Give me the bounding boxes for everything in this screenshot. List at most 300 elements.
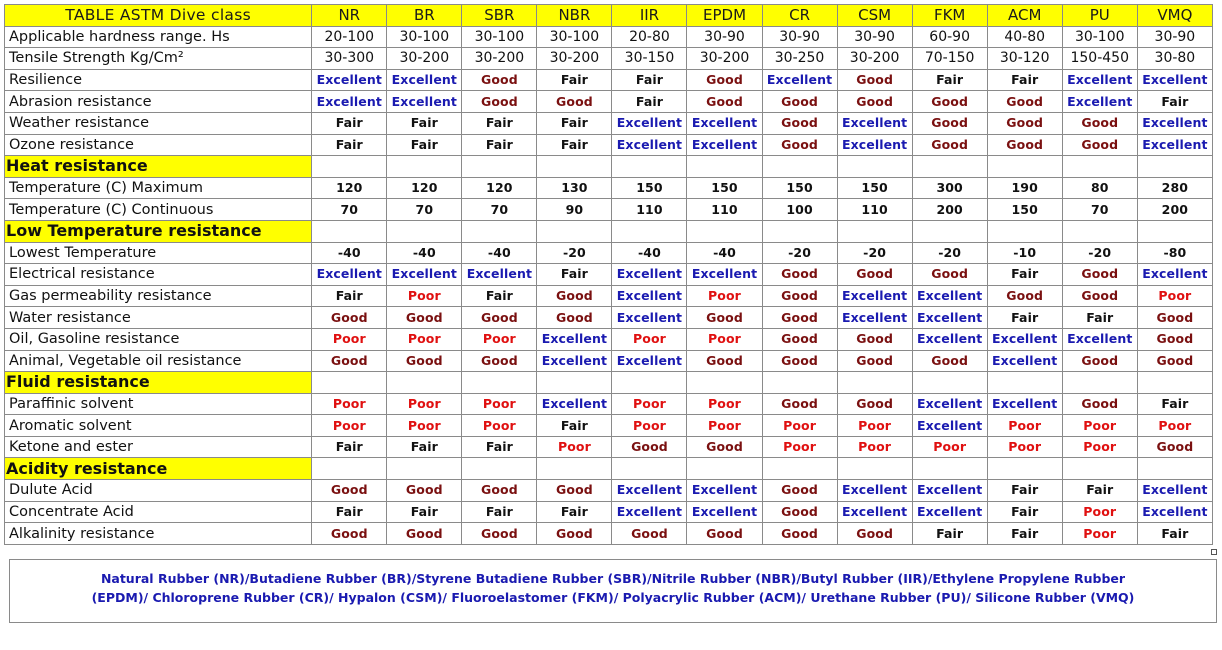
table-row bbox=[5, 523, 1213, 545]
empty-cell bbox=[387, 220, 462, 242]
empty-cell bbox=[462, 156, 537, 178]
rating-cell: Good bbox=[837, 264, 912, 286]
section-row bbox=[5, 156, 1213, 178]
rating-cell: Fair bbox=[1137, 393, 1212, 415]
row-label: Dulute Acid bbox=[5, 480, 312, 502]
rating-cell: Fair bbox=[912, 523, 987, 545]
rating-cell: Good bbox=[1062, 350, 1137, 372]
value-cell: 30-200 bbox=[687, 48, 762, 70]
rating-cell: Good bbox=[912, 134, 987, 156]
rating-cell: Fair bbox=[312, 112, 387, 134]
rating-cell: Good bbox=[687, 307, 762, 329]
rating-cell: Good bbox=[1137, 328, 1212, 350]
rating-cell: Good bbox=[687, 436, 762, 458]
value-cell: 30-100 bbox=[1062, 26, 1137, 48]
empty-cell bbox=[987, 372, 1062, 394]
rating-cell: Good bbox=[312, 350, 387, 372]
rating-cell: Good bbox=[912, 112, 987, 134]
rating-cell: Excellent bbox=[912, 393, 987, 415]
row-label: Animal, Vegetable oil resistance bbox=[5, 350, 312, 372]
empty-cell bbox=[312, 458, 387, 480]
legend-line-2: (EPDM)/ Chloroprene Rubber (CR)/ Hypalon (CSM)/ Fluoroelastomer (FKM)/ Polyacrylic Rubber (ACM)/ Urethane Rubber (PU)/ Silicone Rubber (VMQ) bbox=[91, 590, 1135, 605]
rating-cell: Excellent bbox=[687, 134, 762, 156]
rating-cell: Good bbox=[1062, 393, 1137, 415]
rating-cell: Excellent bbox=[387, 264, 462, 286]
rating-cell: Good bbox=[1062, 112, 1137, 134]
rating-cell: Poor bbox=[987, 436, 1062, 458]
rating-cell: Fair bbox=[987, 307, 1062, 329]
empty-cell bbox=[462, 458, 537, 480]
value-cell: 70 bbox=[462, 199, 537, 221]
rating-cell: Good bbox=[837, 523, 912, 545]
empty-cell bbox=[1062, 372, 1137, 394]
value-cell: 150 bbox=[987, 199, 1062, 221]
rating-cell: Good bbox=[387, 350, 462, 372]
rating-cell: Fair bbox=[462, 285, 537, 307]
rating-cell: Fair bbox=[1062, 307, 1137, 329]
row-label: Tensile Strength Kg/Cm² bbox=[5, 48, 312, 70]
empty-cell bbox=[837, 458, 912, 480]
rating-cell: Poor bbox=[912, 436, 987, 458]
rating-cell: Poor bbox=[687, 285, 762, 307]
value-cell: -80 bbox=[1137, 242, 1212, 264]
rating-cell: Fair bbox=[537, 112, 612, 134]
value-cell: 200 bbox=[1137, 199, 1212, 221]
empty-cell bbox=[612, 156, 687, 178]
value-cell: -20 bbox=[1062, 242, 1137, 264]
rating-cell: Poor bbox=[687, 415, 762, 437]
value-cell: 150-450 bbox=[1062, 48, 1137, 70]
table-title: TABLE ASTM Dive class bbox=[5, 5, 312, 27]
empty-cell bbox=[312, 156, 387, 178]
value-cell: -40 bbox=[312, 242, 387, 264]
empty-cell bbox=[687, 156, 762, 178]
rating-cell: Excellent bbox=[987, 328, 1062, 350]
rating-cell: Excellent bbox=[612, 264, 687, 286]
rating-cell: Excellent bbox=[612, 307, 687, 329]
table-row bbox=[5, 307, 1213, 329]
rating-cell: Excellent bbox=[1137, 112, 1212, 134]
rating-cell: Excellent bbox=[837, 480, 912, 502]
rating-cell: Excellent bbox=[837, 134, 912, 156]
value-cell: 30-90 bbox=[837, 26, 912, 48]
value-cell: -20 bbox=[762, 242, 837, 264]
empty-cell bbox=[762, 458, 837, 480]
table-row bbox=[5, 393, 1213, 415]
value-cell: 120 bbox=[312, 177, 387, 199]
rating-cell: Good bbox=[462, 350, 537, 372]
empty-cell bbox=[687, 372, 762, 394]
empty-cell bbox=[1062, 458, 1137, 480]
rating-cell: Good bbox=[612, 523, 687, 545]
value-cell: 190 bbox=[987, 177, 1062, 199]
rating-cell: Fair bbox=[462, 501, 537, 523]
rating-cell: Good bbox=[762, 328, 837, 350]
column-header: EPDM bbox=[687, 5, 762, 27]
empty-cell bbox=[312, 372, 387, 394]
row-label: Concentrate Acid bbox=[5, 501, 312, 523]
rating-cell: Good bbox=[987, 112, 1062, 134]
table-row bbox=[5, 112, 1213, 134]
rating-cell: Good bbox=[537, 480, 612, 502]
rating-cell: Poor bbox=[612, 328, 687, 350]
empty-cell bbox=[987, 156, 1062, 178]
rating-cell: Good bbox=[837, 69, 912, 91]
row-label: Aromatic solvent bbox=[5, 415, 312, 437]
empty-cell bbox=[1137, 372, 1212, 394]
row-label: Oil, Gasoline resistance bbox=[5, 328, 312, 350]
rating-cell: Good bbox=[762, 523, 837, 545]
rating-cell: Fair bbox=[987, 523, 1062, 545]
rating-cell: Excellent bbox=[837, 501, 912, 523]
section-row bbox=[5, 458, 1213, 480]
rating-cell: Fair bbox=[462, 112, 537, 134]
rating-cell: Good bbox=[837, 328, 912, 350]
rating-cell: Fair bbox=[612, 91, 687, 113]
rating-cell: Excellent bbox=[537, 350, 612, 372]
rating-cell: Excellent bbox=[612, 285, 687, 307]
value-cell: 200 bbox=[912, 199, 987, 221]
rating-cell: Good bbox=[537, 307, 612, 329]
rating-cell: Fair bbox=[387, 112, 462, 134]
rating-cell: Poor bbox=[312, 415, 387, 437]
table-row bbox=[5, 264, 1213, 286]
legend-line-1: Natural Rubber (NR)/Butadiene Rubber (BR)/Styrene Butadiene Rubber (SBR)/Nitrile Rubber (NBR)/Butyl Rubber (IIR)/Ethylene Propylene Rubber bbox=[100, 571, 1126, 586]
value-cell: -20 bbox=[537, 242, 612, 264]
value-cell: 150 bbox=[687, 177, 762, 199]
empty-cell bbox=[312, 220, 387, 242]
table-row bbox=[5, 480, 1213, 502]
row-label: Weather resistance bbox=[5, 112, 312, 134]
rating-cell: Fair bbox=[537, 134, 612, 156]
value-cell: 120 bbox=[387, 177, 462, 199]
empty-cell bbox=[387, 372, 462, 394]
rating-cell: Good bbox=[312, 480, 387, 502]
rating-cell: Poor bbox=[1062, 436, 1137, 458]
rating-cell: Good bbox=[462, 523, 537, 545]
table-row bbox=[5, 242, 1213, 264]
value-cell: 30-250 bbox=[762, 48, 837, 70]
rating-cell: Good bbox=[312, 307, 387, 329]
value-cell: 110 bbox=[612, 199, 687, 221]
rating-cell: Excellent bbox=[687, 501, 762, 523]
rating-cell: Excellent bbox=[987, 350, 1062, 372]
rating-cell: Good bbox=[537, 91, 612, 113]
rating-cell: Poor bbox=[762, 415, 837, 437]
value-cell: 30-300 bbox=[312, 48, 387, 70]
rating-cell: Poor bbox=[837, 415, 912, 437]
rating-cell: Good bbox=[462, 91, 537, 113]
rating-cell: Good bbox=[762, 307, 837, 329]
column-header: VMQ bbox=[1137, 5, 1212, 27]
empty-cell bbox=[687, 220, 762, 242]
value-cell: -20 bbox=[912, 242, 987, 264]
rating-cell: Excellent bbox=[912, 328, 987, 350]
rating-cell: Excellent bbox=[1137, 134, 1212, 156]
rating-cell: Good bbox=[912, 264, 987, 286]
header-row bbox=[5, 5, 1213, 27]
row-label: Applicable hardness range. Hs bbox=[5, 26, 312, 48]
value-cell: 20-80 bbox=[612, 26, 687, 48]
rating-cell: Good bbox=[837, 393, 912, 415]
section-heading: Fluid resistance bbox=[5, 372, 312, 394]
rating-cell: Good bbox=[537, 285, 612, 307]
value-cell: 300 bbox=[912, 177, 987, 199]
section-heading: Heat resistance bbox=[5, 156, 312, 178]
value-cell: 90 bbox=[537, 199, 612, 221]
column-header: IIR bbox=[612, 5, 687, 27]
rating-cell: Poor bbox=[687, 393, 762, 415]
value-cell: 40-80 bbox=[987, 26, 1062, 48]
rating-cell: Fair bbox=[987, 480, 1062, 502]
empty-cell bbox=[762, 372, 837, 394]
table-body bbox=[5, 5, 1213, 545]
rating-cell: Excellent bbox=[1062, 91, 1137, 113]
rating-cell: Excellent bbox=[537, 393, 612, 415]
value-cell: 30-200 bbox=[537, 48, 612, 70]
rating-cell: Excellent bbox=[837, 285, 912, 307]
rating-cell: Good bbox=[1137, 307, 1212, 329]
value-cell: 30-200 bbox=[837, 48, 912, 70]
empty-cell bbox=[912, 220, 987, 242]
rating-cell: Poor bbox=[1062, 415, 1137, 437]
table-row bbox=[5, 350, 1213, 372]
column-header: CR bbox=[762, 5, 837, 27]
rating-cell: Fair bbox=[1137, 523, 1212, 545]
value-cell: 30-150 bbox=[612, 48, 687, 70]
value-cell: 110 bbox=[837, 199, 912, 221]
empty-cell bbox=[462, 220, 537, 242]
rating-cell: Good bbox=[687, 350, 762, 372]
value-cell: 30-100 bbox=[462, 26, 537, 48]
value-cell: 80 bbox=[1062, 177, 1137, 199]
value-cell: 280 bbox=[1137, 177, 1212, 199]
empty-cell bbox=[1137, 220, 1212, 242]
abbreviation-legend bbox=[9, 559, 1217, 623]
rating-cell: Excellent bbox=[462, 264, 537, 286]
column-header: ACM bbox=[987, 5, 1062, 27]
rating-cell: Poor bbox=[837, 436, 912, 458]
rating-cell: Poor bbox=[387, 328, 462, 350]
rating-cell: Fair bbox=[462, 436, 537, 458]
row-label: Temperature (C) Maximum bbox=[5, 177, 312, 199]
rating-cell: Good bbox=[1137, 350, 1212, 372]
rating-cell: Good bbox=[387, 480, 462, 502]
rating-cell: Excellent bbox=[912, 480, 987, 502]
value-cell: 30-200 bbox=[387, 48, 462, 70]
column-header: PU bbox=[1062, 5, 1137, 27]
value-cell: 130 bbox=[537, 177, 612, 199]
rating-cell: Excellent bbox=[537, 328, 612, 350]
rating-cell: Excellent bbox=[762, 69, 837, 91]
rating-cell: Fair bbox=[537, 415, 612, 437]
value-cell: -10 bbox=[987, 242, 1062, 264]
value-cell: 30-80 bbox=[1137, 48, 1212, 70]
table-row bbox=[5, 134, 1213, 156]
row-label: Alkalinity resistance bbox=[5, 523, 312, 545]
value-cell: 150 bbox=[837, 177, 912, 199]
value-cell: 30-90 bbox=[1137, 26, 1212, 48]
empty-cell bbox=[912, 156, 987, 178]
empty-cell bbox=[1137, 458, 1212, 480]
column-header: NBR bbox=[537, 5, 612, 27]
value-cell: -40 bbox=[387, 242, 462, 264]
rating-cell: Excellent bbox=[612, 134, 687, 156]
empty-cell bbox=[612, 220, 687, 242]
empty-cell bbox=[537, 156, 612, 178]
empty-cell bbox=[537, 458, 612, 480]
value-cell: 150 bbox=[762, 177, 837, 199]
rating-cell: Excellent bbox=[912, 307, 987, 329]
rating-cell: Good bbox=[1062, 285, 1137, 307]
rating-cell: Fair bbox=[537, 264, 612, 286]
empty-cell bbox=[987, 458, 1062, 480]
rating-cell: Excellent bbox=[612, 480, 687, 502]
rating-cell: Poor bbox=[312, 328, 387, 350]
table-row bbox=[5, 199, 1213, 221]
rating-cell: Good bbox=[462, 480, 537, 502]
value-cell: 150 bbox=[612, 177, 687, 199]
rating-cell: Excellent bbox=[612, 501, 687, 523]
rating-cell: Excellent bbox=[387, 91, 462, 113]
rating-cell: Excellent bbox=[312, 69, 387, 91]
value-cell: 110 bbox=[687, 199, 762, 221]
rating-cell: Excellent bbox=[1062, 69, 1137, 91]
table-row bbox=[5, 177, 1213, 199]
section-row bbox=[5, 220, 1213, 242]
rating-cell: Fair bbox=[312, 285, 387, 307]
table-row bbox=[5, 69, 1213, 91]
rating-cell: Excellent bbox=[687, 480, 762, 502]
rating-cell: Good bbox=[687, 523, 762, 545]
value-cell: -40 bbox=[462, 242, 537, 264]
value-cell: 70 bbox=[387, 199, 462, 221]
rating-cell: Good bbox=[987, 134, 1062, 156]
rating-cell: Excellent bbox=[687, 112, 762, 134]
empty-cell bbox=[912, 372, 987, 394]
rating-cell: Poor bbox=[387, 285, 462, 307]
rating-cell: Poor bbox=[387, 393, 462, 415]
rating-cell: Good bbox=[762, 501, 837, 523]
row-label: Gas permeability resistance bbox=[5, 285, 312, 307]
rating-cell: Excellent bbox=[1137, 264, 1212, 286]
rating-cell: Fair bbox=[1137, 91, 1212, 113]
rating-cell: Excellent bbox=[987, 393, 1062, 415]
row-label: Lowest Temperature bbox=[5, 242, 312, 264]
rating-cell: Excellent bbox=[612, 350, 687, 372]
row-label: Water resistance bbox=[5, 307, 312, 329]
row-label: Paraffinic solvent bbox=[5, 393, 312, 415]
value-cell: -40 bbox=[612, 242, 687, 264]
rating-cell: Poor bbox=[462, 415, 537, 437]
rating-cell: Fair bbox=[987, 69, 1062, 91]
rating-cell: Good bbox=[987, 285, 1062, 307]
value-cell: 70 bbox=[1062, 199, 1137, 221]
rating-cell: Good bbox=[762, 393, 837, 415]
rating-cell: Poor bbox=[1137, 285, 1212, 307]
rating-cell: Fair bbox=[312, 134, 387, 156]
rating-cell: Good bbox=[987, 91, 1062, 113]
rating-cell: Excellent bbox=[1137, 480, 1212, 502]
value-cell: 100 bbox=[762, 199, 837, 221]
rating-cell: Poor bbox=[687, 328, 762, 350]
value-cell: 120 bbox=[462, 177, 537, 199]
row-label: Temperature (C) Continuous bbox=[5, 199, 312, 221]
rating-cell: Fair bbox=[462, 134, 537, 156]
rating-cell: Good bbox=[1062, 134, 1137, 156]
rating-cell: Poor bbox=[387, 415, 462, 437]
rating-cell: Poor bbox=[612, 415, 687, 437]
rating-cell: Fair bbox=[387, 134, 462, 156]
section-row bbox=[5, 372, 1213, 394]
empty-cell bbox=[462, 372, 537, 394]
rating-cell: Poor bbox=[462, 393, 537, 415]
empty-cell bbox=[687, 458, 762, 480]
rating-cell: Excellent bbox=[612, 112, 687, 134]
rating-cell: Good bbox=[762, 285, 837, 307]
rating-cell: Excellent bbox=[312, 91, 387, 113]
rating-cell: Fair bbox=[612, 69, 687, 91]
rubber-properties-table bbox=[4, 4, 1213, 545]
rating-cell: Excellent bbox=[387, 69, 462, 91]
rating-cell: Fair bbox=[537, 501, 612, 523]
value-cell: 30-90 bbox=[762, 26, 837, 48]
rating-cell: Good bbox=[762, 264, 837, 286]
rating-cell: Good bbox=[312, 523, 387, 545]
rating-cell: Excellent bbox=[1137, 69, 1212, 91]
rating-cell: Good bbox=[612, 436, 687, 458]
column-header: SBR bbox=[462, 5, 537, 27]
rating-cell: Poor bbox=[1062, 501, 1137, 523]
empty-cell bbox=[1062, 220, 1137, 242]
rating-cell: Good bbox=[462, 69, 537, 91]
rating-cell: Excellent bbox=[912, 285, 987, 307]
rating-cell: Good bbox=[687, 91, 762, 113]
value-cell: 70 bbox=[312, 199, 387, 221]
value-cell: 60-90 bbox=[912, 26, 987, 48]
rating-cell: Poor bbox=[987, 415, 1062, 437]
empty-cell bbox=[612, 372, 687, 394]
rating-cell: Good bbox=[912, 91, 987, 113]
empty-cell bbox=[837, 156, 912, 178]
rating-cell: Excellent bbox=[912, 415, 987, 437]
rating-cell: Good bbox=[762, 112, 837, 134]
row-label: Abrasion resistance bbox=[5, 91, 312, 113]
rating-cell: Poor bbox=[612, 393, 687, 415]
rating-cell: Excellent bbox=[1062, 328, 1137, 350]
rating-cell: Poor bbox=[1137, 415, 1212, 437]
empty-cell bbox=[612, 458, 687, 480]
rating-cell: Poor bbox=[312, 393, 387, 415]
value-cell: 30-100 bbox=[387, 26, 462, 48]
value-cell: -40 bbox=[687, 242, 762, 264]
empty-cell bbox=[762, 220, 837, 242]
table-row bbox=[5, 26, 1213, 48]
rating-cell: Poor bbox=[462, 328, 537, 350]
empty-cell bbox=[987, 220, 1062, 242]
rating-cell: Excellent bbox=[312, 264, 387, 286]
rating-cell: Poor bbox=[762, 436, 837, 458]
rating-cell: Good bbox=[537, 523, 612, 545]
rating-cell: Fair bbox=[312, 436, 387, 458]
rating-cell: Good bbox=[1137, 436, 1212, 458]
value-cell: 30-100 bbox=[537, 26, 612, 48]
table-row bbox=[5, 501, 1213, 523]
resize-handle[interactable] bbox=[1211, 549, 1217, 555]
table-row bbox=[5, 436, 1213, 458]
rating-cell: Fair bbox=[987, 501, 1062, 523]
table-row bbox=[5, 285, 1213, 307]
